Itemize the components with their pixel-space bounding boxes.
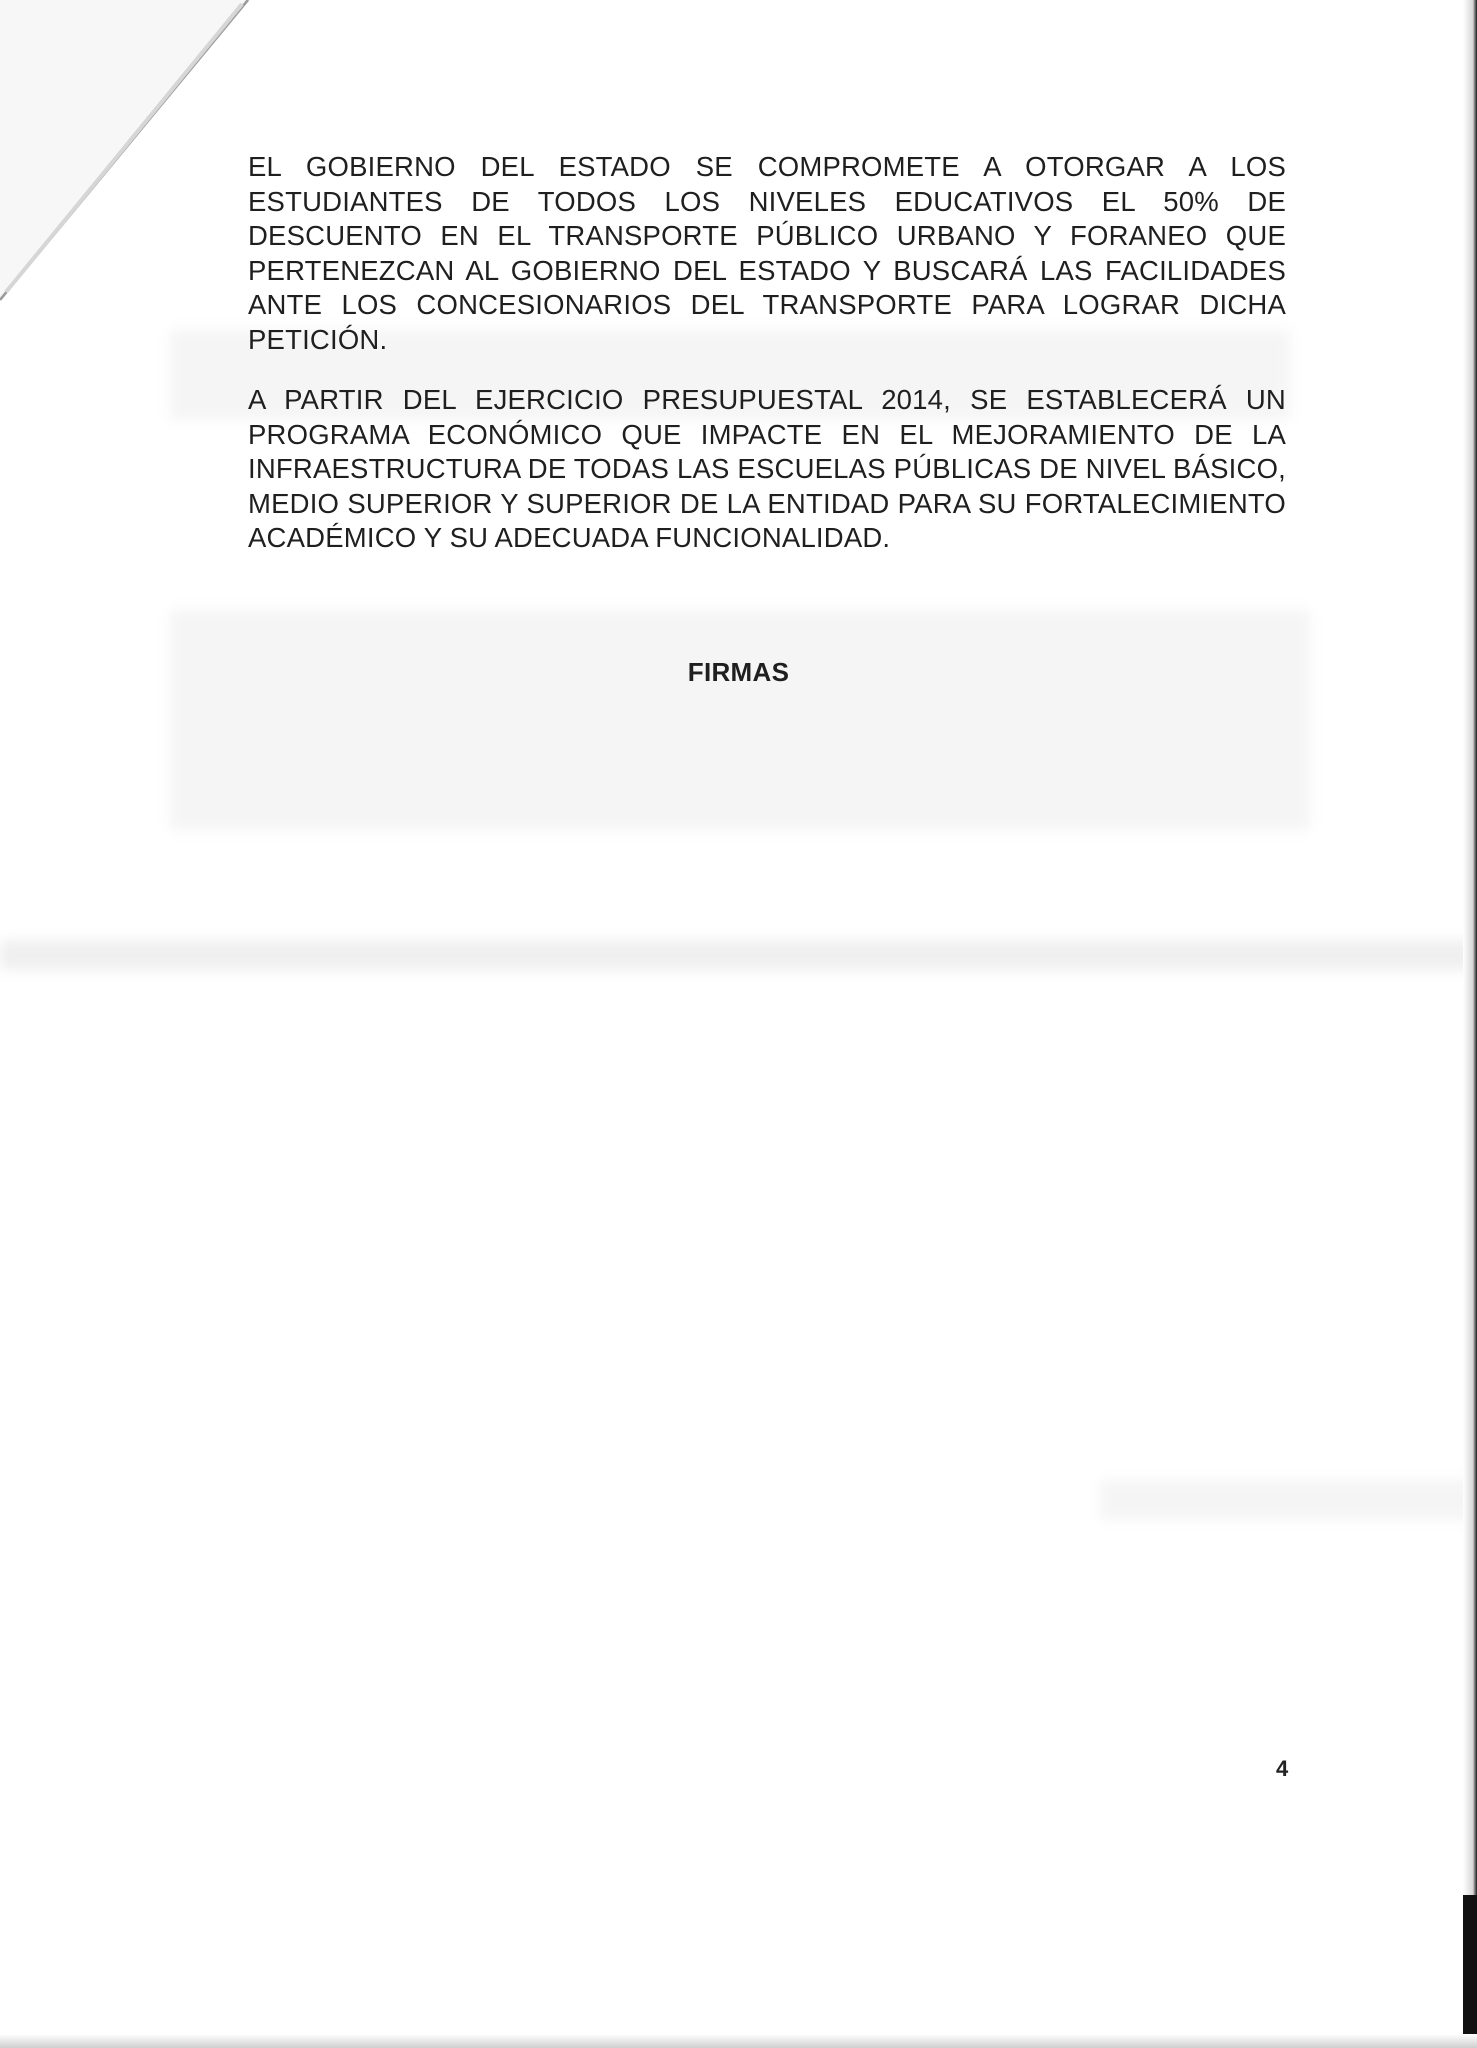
scan-streak [1100, 1480, 1477, 1520]
show-through-artifact [170, 610, 1310, 830]
paragraph-infrastructure-program: A PARTIR DEL EJERCICIO PRESUPUESTAL 2014, SE ESTABLECERÁ UN PROGRAMA ECONÓMICO QUE IMPACTE EN EL MEJORAMIENTO DE LA INFRAESTRUCTURA DE TODAS LAS ESCUELAS PÚBLICAS DE NIVEL BÁSICO, MEDIO SUPERIOR Y SUPERIOR DE LA ENTIDAD PARA SU FORTALECIMIENTO ACADÉMICO Y SU ADECUADA FUNCIONALIDAD. [248, 384, 1286, 554]
scan-streak [0, 940, 1477, 970]
paragraph-transport-discount: EL GOBIERNO DEL ESTADO SE COMPROMETE A OTORGAR A LOS ESTUDIANTES DE TODOS LOS NIVELES EDUCATIVOS EL 50% DE DESCUENTO EN EL TRANSPORTE PÚBLICO URBANO Y FORANEO QUE PERTENEZCAN AL GOBIERNO DEL ESTADO Y BUSCARÁ LAS FACILIDADES ANTE LOS CONCESIONARIOS DEL TRANSPORTE PARA LOGRAR DICHA PETICIÓN. [248, 151, 1286, 355]
signatures-heading: FIRMAS [687, 657, 790, 687]
scan-edge-shadow [1463, 1895, 1477, 2048]
scan-edge-bottom [0, 2034, 1477, 2048]
scan-edge-right [1463, 0, 1477, 2048]
folded-corner [0, 0, 260, 320]
page-number: 4 [1276, 1756, 1289, 1781]
